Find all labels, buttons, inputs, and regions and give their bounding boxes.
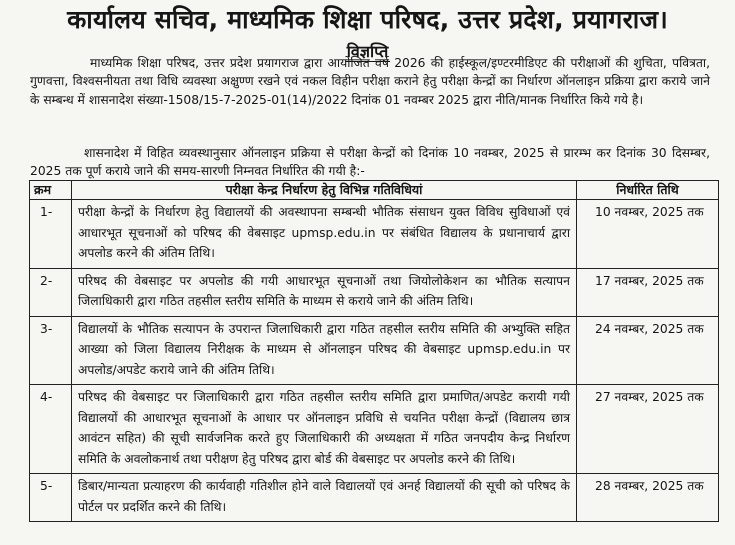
intro-paragraph: माध्यमिक शिक्षा परिषद, उत्तर प्रदेश प्रयागराज द्वारा आयोजित वर्ष 2026 की हाईस्कूल/इण्टरमीडिएट की परीक्षाओं की शुचिता, पवित्रता, गुणवत्ता, विश्वसनीयता तथा विधि व्यवस्था अक्षुण्ण रखने एवं नकल विहीन परीक्षा कराने हेतु परीक्षा केन्द्रों का निर्धारण ऑनलाइन प्रक्रिया द्वारा कराये जाने के सम्बन्ध में शासनादेश संख्या-1508/15-7-2025-01(14)/2022 दिनांक 01 नवम्बर 2025 द्वारा नीति/मानक निर्धारित किये गये है। — [30, 56, 710, 107]
row-activity: परिषद की वेबसाइट पर जिलाधिकारी द्वारा गठित तहसील स्तरीय समिति द्वारा प्रमाणित/अपडेट करायी गयी विद्यालयों की आधारभूत सूचनाओं के आधार पर ऑनलाइन प्रविधि से चयनित परीक्षा केन्द्रों (विद्यालय छात्र आवंटन सहित) की सूची सार्वजनिक करते हुए जिलाधिकारी की अध्यक्षता में गठित जनपदीय केन्द्र निर्धारण समिति के अवलोकनार्थ तथा परीक्षण हेतु परिषद द्वारा बोर्ड की वेबसाइट पर अपलोड करने की तिथि। — [72, 385, 577, 474]
table-row — [30, 385, 719, 474]
office-title: कार्यालय सचिव, माध्यमिक शिक्षा परिषद, उत्तर प्रदेश, प्रयागराज। — [67, 5, 668, 34]
row-serial: 5- — [30, 474, 72, 522]
table-row — [30, 474, 719, 522]
header-serial: क्रम — [30, 181, 72, 200]
header-activity: परीक्षा केन्द्र निर्धारण हेतु विभिन्न गतिविधियां — [72, 181, 577, 200]
schedule-paragraph: शासनादेश में विहित व्यवस्थानुसार ऑनलाइन प्रक्रिया से परीक्षा केन्द्रों को दिनांक 10 नवम्बर, 2025 से प्रारम्भ कर दिनांक 30 दिसम्बर, 2025 तक पूर्ण कराये जाने की समय-सारणी निम्नवत निर्धारित की गयी है:- — [30, 146, 710, 179]
row-activity: विद्यालयों के भौतिक सत्यापन के उपरान्त जिलाधिकारी द्वारा गठित तहसील स्तरीय समिति की अभ्युक्ति सहित आख्या को जिला विद्यालय निरीक्षक के माध्यम से ऑनलाइन परिषद की वेबसाइट upmsp.edu.in पर अपलोड/अपडेट कराये जाने की अंतिम तिथि। — [72, 316, 577, 385]
table-row — [30, 200, 719, 269]
row-date: 28 नवम्बर, 2025 तक — [577, 474, 719, 522]
row-activity: परिषद की वेबसाइट पर अपलोड की गयी आधारभूत सूचनाओं तथा जियोलोकेशन का भौतिक सत्यापन जिलाधिकारी द्वारा गठित तहसील स्तरीय समिति के माध्यम से कराये जाने की अंतिम तिथि। — [72, 268, 577, 316]
row-date: 17 नवम्बर, 2025 तक — [577, 268, 719, 316]
table-row — [30, 268, 719, 316]
row-serial: 2- — [30, 268, 72, 316]
row-date: 27 नवम्बर, 2025 तक — [577, 385, 719, 474]
row-date: 10 नवम्बर, 2025 तक — [577, 200, 719, 269]
table-header-row — [30, 181, 719, 200]
row-date: 24 नवम्बर, 2025 तक — [577, 316, 719, 385]
row-serial: 3- — [30, 316, 72, 385]
header-date: निर्धारित तिथि — [577, 181, 719, 200]
table-row — [30, 316, 719, 385]
row-activity: डिबार/मान्यता प्रत्याहरण की कार्यवाही गतिशील होने वाले विद्यालयों एवं अनर्ह विद्यालयों की सूची को परिषद के पोर्टल पर प्रदर्शित करने की तिथि। — [72, 474, 577, 522]
row-serial: 1- — [30, 200, 72, 269]
schedule-table — [29, 180, 719, 522]
notice-heading-text: विज्ञप्ति — [346, 42, 389, 61]
row-serial: 4- — [30, 385, 72, 474]
row-activity: परीक्षा केन्द्रों के निर्धारण हेतु विद्यालयों की अवस्थापना सम्बन्धी भौतिक संसाधन युक्त विविध सुविधाओं एवं आधारभूत सूचनाओं को परिषद की वेबसाइट upmsp.edu.in पर संबंधित विद्यालय के प्रधानाचार्य द्वारा अपलोड करने की अंतिम तिथि। — [72, 200, 577, 269]
